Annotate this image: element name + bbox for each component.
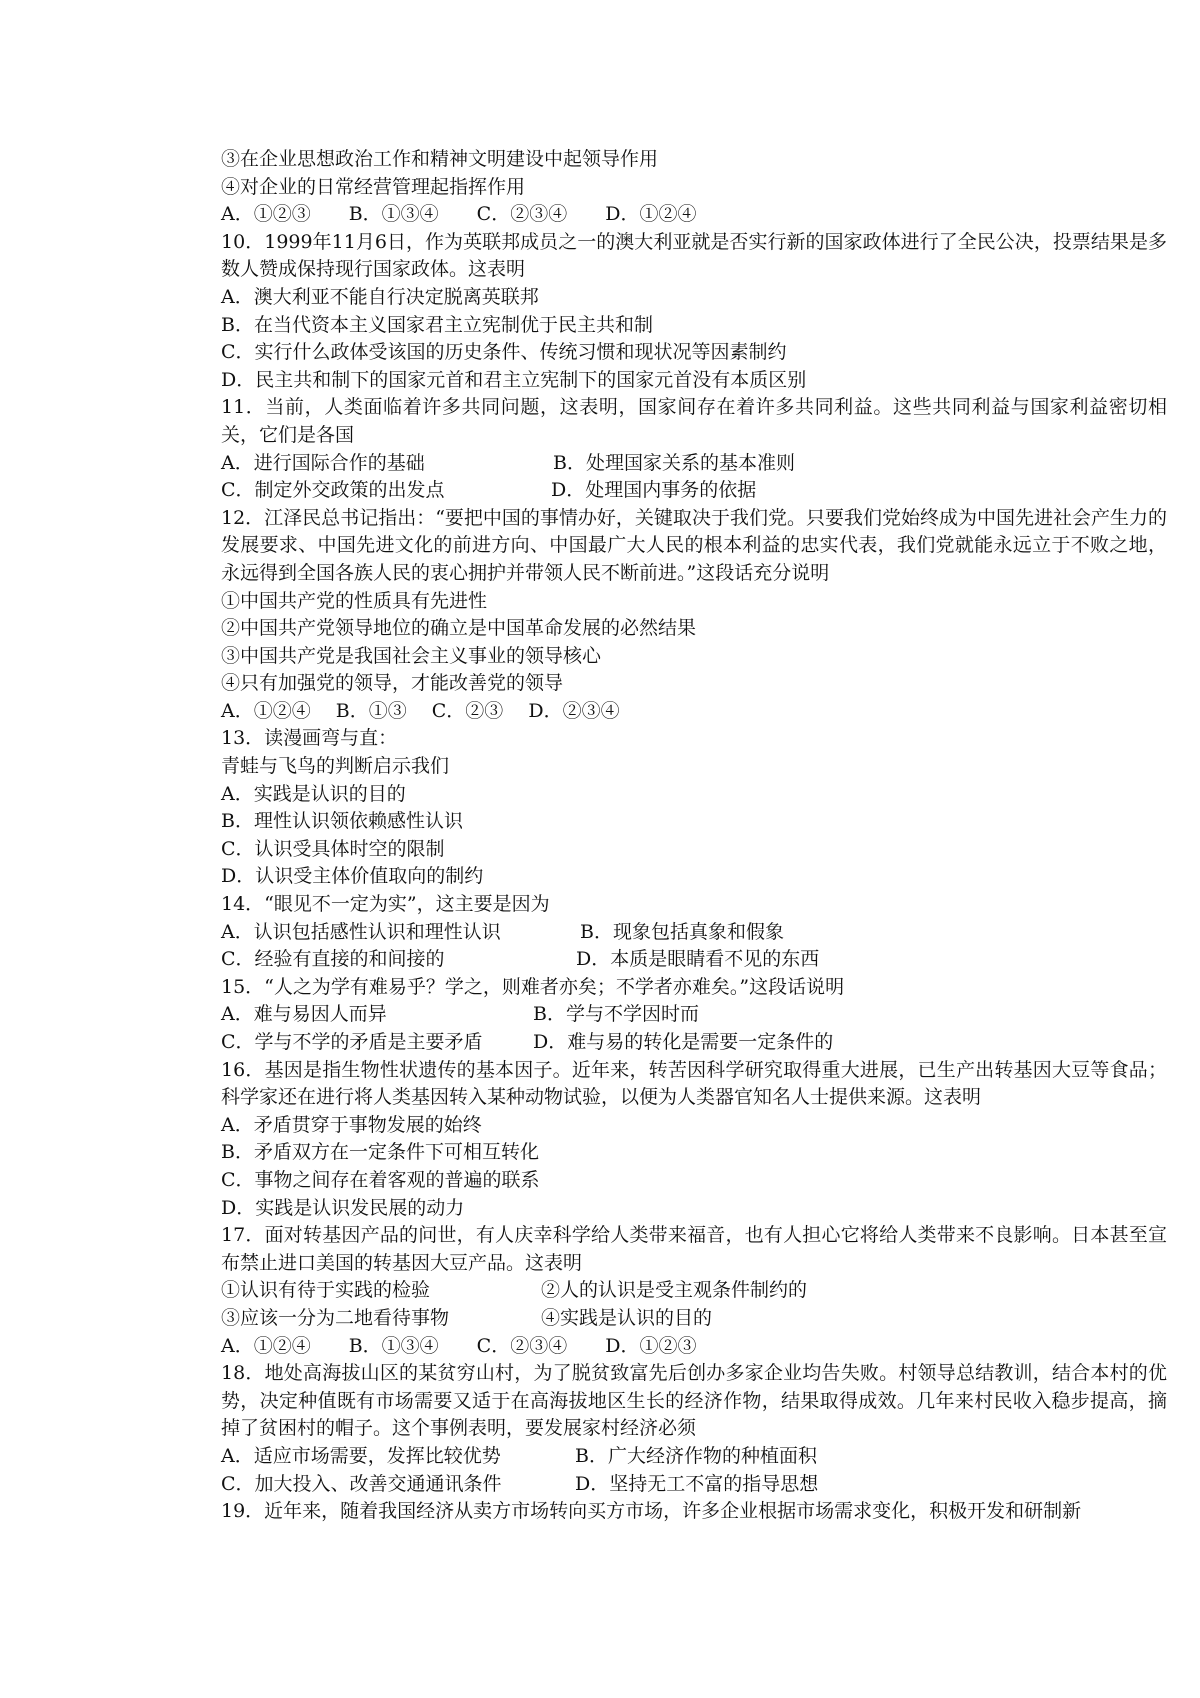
q14-options-row-2 [197,946,1167,974]
q11-stem: 11．当前，人类面临着许多共同问题，这表明，国家间存在着许多共同利益。这些共同利益与国家利益密切相关，它们是各国 [221,396,1167,446]
q11-option-d: D．处理国内事务的依据 [551,479,757,502]
q15-option-d: D．难与易的转化是需要一定条件的 [533,1031,834,1053]
q17-items-row-1 [197,1277,1167,1305]
q12-item-4: ④只有加强党的领导，才能改善党的领导 [221,672,564,695]
q17-item-3: ③应该一分为二地看待事物 [221,1306,450,1329]
q10-stem: 10．1999年11月6日，作为英联邦成员之一的澳大利亚就是否实行新的国家政体进行了全民公决，投票结果是多数人赞成保持现行国家政体。这表明 [221,230,1167,281]
q14-option-c: C．经验有直接的和间接的 [221,948,445,971]
q9-item-4: ④对企业的日常经营管理起指挥作用 [221,175,526,198]
q15-options-row-2 [197,1029,1167,1057]
q14-option-b: B．现象包括真象和假象 [580,920,784,943]
q13-option-b: B．理性认识领依赖感性认识 [221,810,463,833]
q12-item-2: ②中国共产党领导地位的确立是中国革命发展的必然结果 [221,617,697,640]
q9-item-3: ③在企业思想政治工作和精神文明建设中起领导作用 [221,148,659,170]
q18-stem: 18．地处高海拔山区的某贫穷山村，为了脱贫致富先后创办多家企业均告失败。村领导总结教训，结合本村的优势，决定种值既有市场需要又适于在高海拔地区生长的经济作物，结果取得成效。几年来村民收入稳步提高，摘掉了贫困村的帽子。这个事例表明，要发展家村经济必须 [221,1362,1167,1440]
q11-option-a: A．进行国际合作的基础 [221,451,425,474]
q15-option-a: A．难与易因人而异 [221,1003,387,1026]
q16-option-d: D．实践是认识发民展的动力 [221,1196,465,1219]
q11-option-c: C．制定外交政策的出发点 [221,479,445,502]
q13-option-c: C．认识受具体时空的限制 [221,837,445,860]
q18-option-c: C．加大投入、改善交通通讯条件 [221,1472,502,1495]
q18-options-row-1 [197,1443,1167,1471]
q10-option-b: B．在当代资本主义国家君主立宪制优于民主共和制 [221,313,653,336]
q9-options: A．①②③ B．①③④ C．②③④ D．①②④ [221,203,697,226]
q15-stem: 15．“人之为学有难易乎？学之，则难者亦矣；不学者亦难矣。”这段话说明 [221,975,845,998]
q13-option-d: D．认识受主体价值取向的制约 [221,865,484,888]
q16-option-a: A．矛盾贯穿于事物发展的始终 [221,1113,482,1136]
q17-stem: 17．面对转基因产品的问世，有人庆幸科学给人类带来福音，也有人担心它将给人类带来不良影响。日本甚至宣布禁止进口美国的转基因大豆产品。这表明 [221,1224,1167,1274]
q10-option-a: A．澳大利亚不能自行决定脱离英联邦 [221,285,539,308]
q18-options-row-2 [197,1471,1167,1499]
q14-stem: 14．“眼见不一定为实”，这主要是因为 [221,893,550,916]
q16-option-b: B．矛盾双方在一定条件下可相互转化 [221,1141,539,1164]
q12-options: A．①②④ B．①③ C．②③ D．②③④ [221,699,620,722]
q14-option-a: A．认识包括感性认识和理性认识 [221,920,501,943]
q12-item-3: ③中国共产党是我国社会主义事业的领导核心 [221,644,602,667]
q15-options-row-1 [197,1001,1167,1029]
q14-options-row-1 [197,919,1167,947]
q17-options: A．①②④ B．①③④ C．②③④ D．①②③ [221,1334,697,1357]
q17-item-1: ①认识有待于实践的检验 [221,1279,431,1302]
q16-option-c: C．事物之间存在着客观的普遍的联系 [221,1168,540,1191]
q10-option-c: C．实行什么政体受该国的历史条件、传统习惯和现状况等因素制约 [221,341,787,364]
q12-stem: 12．江泽民总书记指出：“要把中国的事情办好，关键取决于我们党。只要我们党始终成为中国先进社会产生力的发展要求、中国先进文化的前进方向、中国最广大人民的根本利益的忠实代表，我们党就能永远立于不败之地，永远得到全国各族人民的衷心拥护并带领人民不断前进。”这段话充分说明 [221,506,1167,584]
q18-option-d: D．坚持无工不富的指导思想 [575,1472,819,1495]
q11-option-b: B．处理国家关系的基本准则 [553,451,795,474]
q17-item-4: ④实践是认识的目的 [541,1306,713,1329]
q16-stem: 16．基因是指生物性状遗传的基本因子。近年来，转苦因科学研究取得重大进展，已生产出转基因大豆等食品；科学家还在进行将人类基因转入某种动物试验，以便为人类器官知名人士提供来源。这表明 [221,1058,1167,1109]
q11-options-row-2 [197,477,1167,505]
exam-questions [197,146,1167,1526]
q12-item-1: ①中国共产党的性质具有先进性 [221,589,488,612]
q18-option-a: A．适应市场需要，发挥比较优势 [221,1444,501,1467]
q13-stem: 13．读漫画弯与直： [221,727,398,750]
q17-items-row-2 [197,1305,1167,1333]
q10-option-d: D．民主共和制下的国家元首和君主立宪制下的国家元首没有本质区别 [221,368,807,391]
q19-stem: 19．近年来，随着我国经济从卖方市场转向买方市场，许多企业根据市场需求变化，积极开发和研制新 [221,1500,1082,1523]
q15-option-b: B．学与不学因时而 [533,1003,699,1026]
q17-item-2: ②人的认识是受主观条件制约的 [541,1279,808,1302]
q13-option-a: A．实践是认识的目的 [221,782,406,805]
q11-options-row-1 [197,450,1167,478]
q15-option-c: C．学与不学的矛盾是主要矛盾 [221,1031,483,1053]
q18-option-b: B．广大经济作物的种植面积 [575,1444,817,1467]
q13-line-2: 青蛙与飞鸟的判断启示我们 [221,755,450,778]
q14-option-d: D．本质是眼睛看不见的东西 [576,948,820,971]
